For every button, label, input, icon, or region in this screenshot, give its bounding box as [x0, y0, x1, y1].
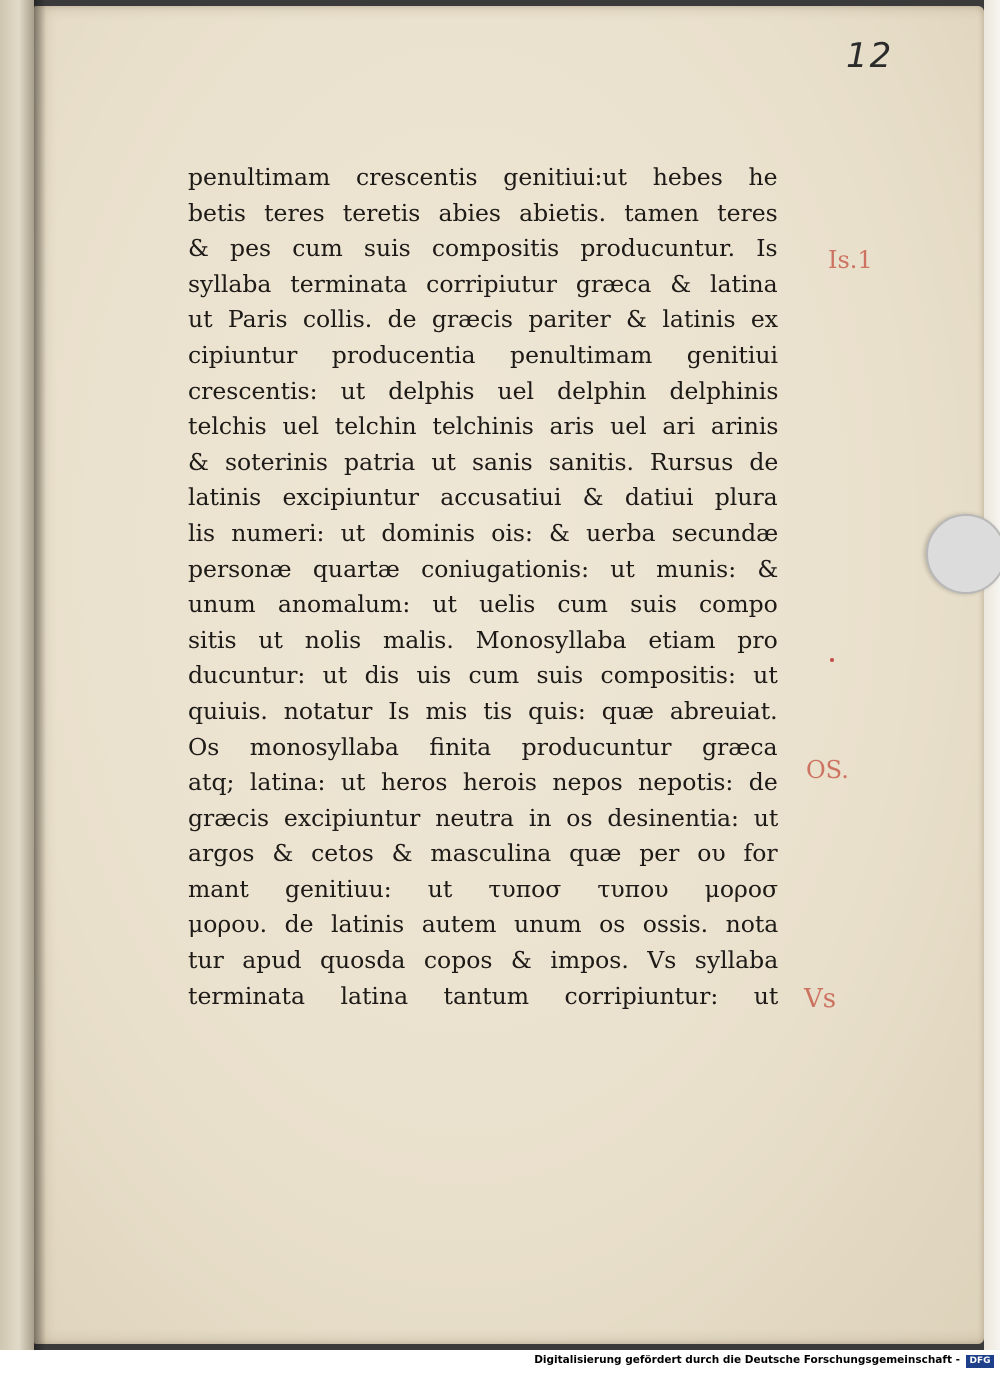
text-line: cipiuntur producentia penultimam genitiui: [188, 340, 778, 369]
text-line: terminata latina tantum corripiuntur: ut: [188, 981, 779, 1010]
text-line: Os monosyllaba finita producuntur græca: [188, 732, 778, 761]
page-right-edge: [984, 0, 1000, 1350]
dfg-credit-text: Digitalisierung gefördert durch die Deutsche Forschungsgemeinschaft -: [534, 1354, 960, 1366]
text-line: personæ quartæ coniugationis: ut munis: &: [188, 554, 779, 583]
gutter-shadow: [34, 0, 46, 1350]
marginal-note-is: Is.1: [828, 246, 873, 274]
previous-page-edge: [0, 0, 34, 1350]
text-line: atq; latina: ut heros herois nepos nepotis: de: [188, 768, 778, 797]
marginal-note-os: OS.: [806, 756, 849, 784]
folio-number: 12: [846, 36, 894, 76]
text-line: græcis excipiuntur neutra in os desinentia: ut: [188, 803, 779, 832]
text-line: betis teres teretis abies abietis. tamen teres: [188, 198, 778, 227]
text-line: μορου. de latinis autem unum os ossis. nota: [188, 910, 779, 939]
text-line: tur apud quosda copos & impos. Vs syllaba: [188, 946, 779, 975]
text-line: argos & cetos & masculina quæ per ου for: [188, 839, 778, 868]
text-line: unum anomalum: ut uelis cum suis compo: [188, 590, 778, 619]
text-line: penultimam crescentis genitiui:ut hebes he: [188, 163, 778, 191]
text-block: [188, 160, 778, 1014]
dfg-logo: DFG: [966, 1355, 994, 1368]
text-line: & soterinis patria ut sanis sanitis. Rursus de: [188, 447, 779, 476]
text-line: ut Paris collis. de græcis pariter & latinis ex: [188, 305, 779, 334]
text-line: crescentis: ut delphis uel delphin delphinis: [188, 376, 779, 405]
footer-bar: [0, 1350, 1000, 1374]
marginal-dot: [830, 658, 834, 662]
marginal-note-vs: Vs: [804, 984, 837, 1014]
scanner-tab: [926, 514, 1000, 594]
text-line: syllaba terminata corripiutur græca & latina: [188, 269, 778, 298]
text-line: latinis excipiuntur accusatiui & datiui plura: [188, 483, 778, 512]
text-line: ducuntur: ut dis uis cum suis compositis: ut: [188, 661, 778, 690]
text-line: mant genitiuu: ut τυποσ τυπου μοροσ: [188, 874, 779, 903]
text-line: quiuis. notatur Is mis tis quis: quæ abreuiat.: [188, 696, 778, 725]
text-line: lis numeri: ut dominis ois: & uerba secundæ: [188, 518, 779, 547]
text-line: sitis ut nolis malis. Monosyllaba etiam pro: [188, 625, 778, 654]
text-line: telchis uel telchin telchinis aris uel ari arinis: [188, 412, 779, 441]
text-line: & pes cum suis compositis producuntur. Is: [188, 234, 778, 263]
